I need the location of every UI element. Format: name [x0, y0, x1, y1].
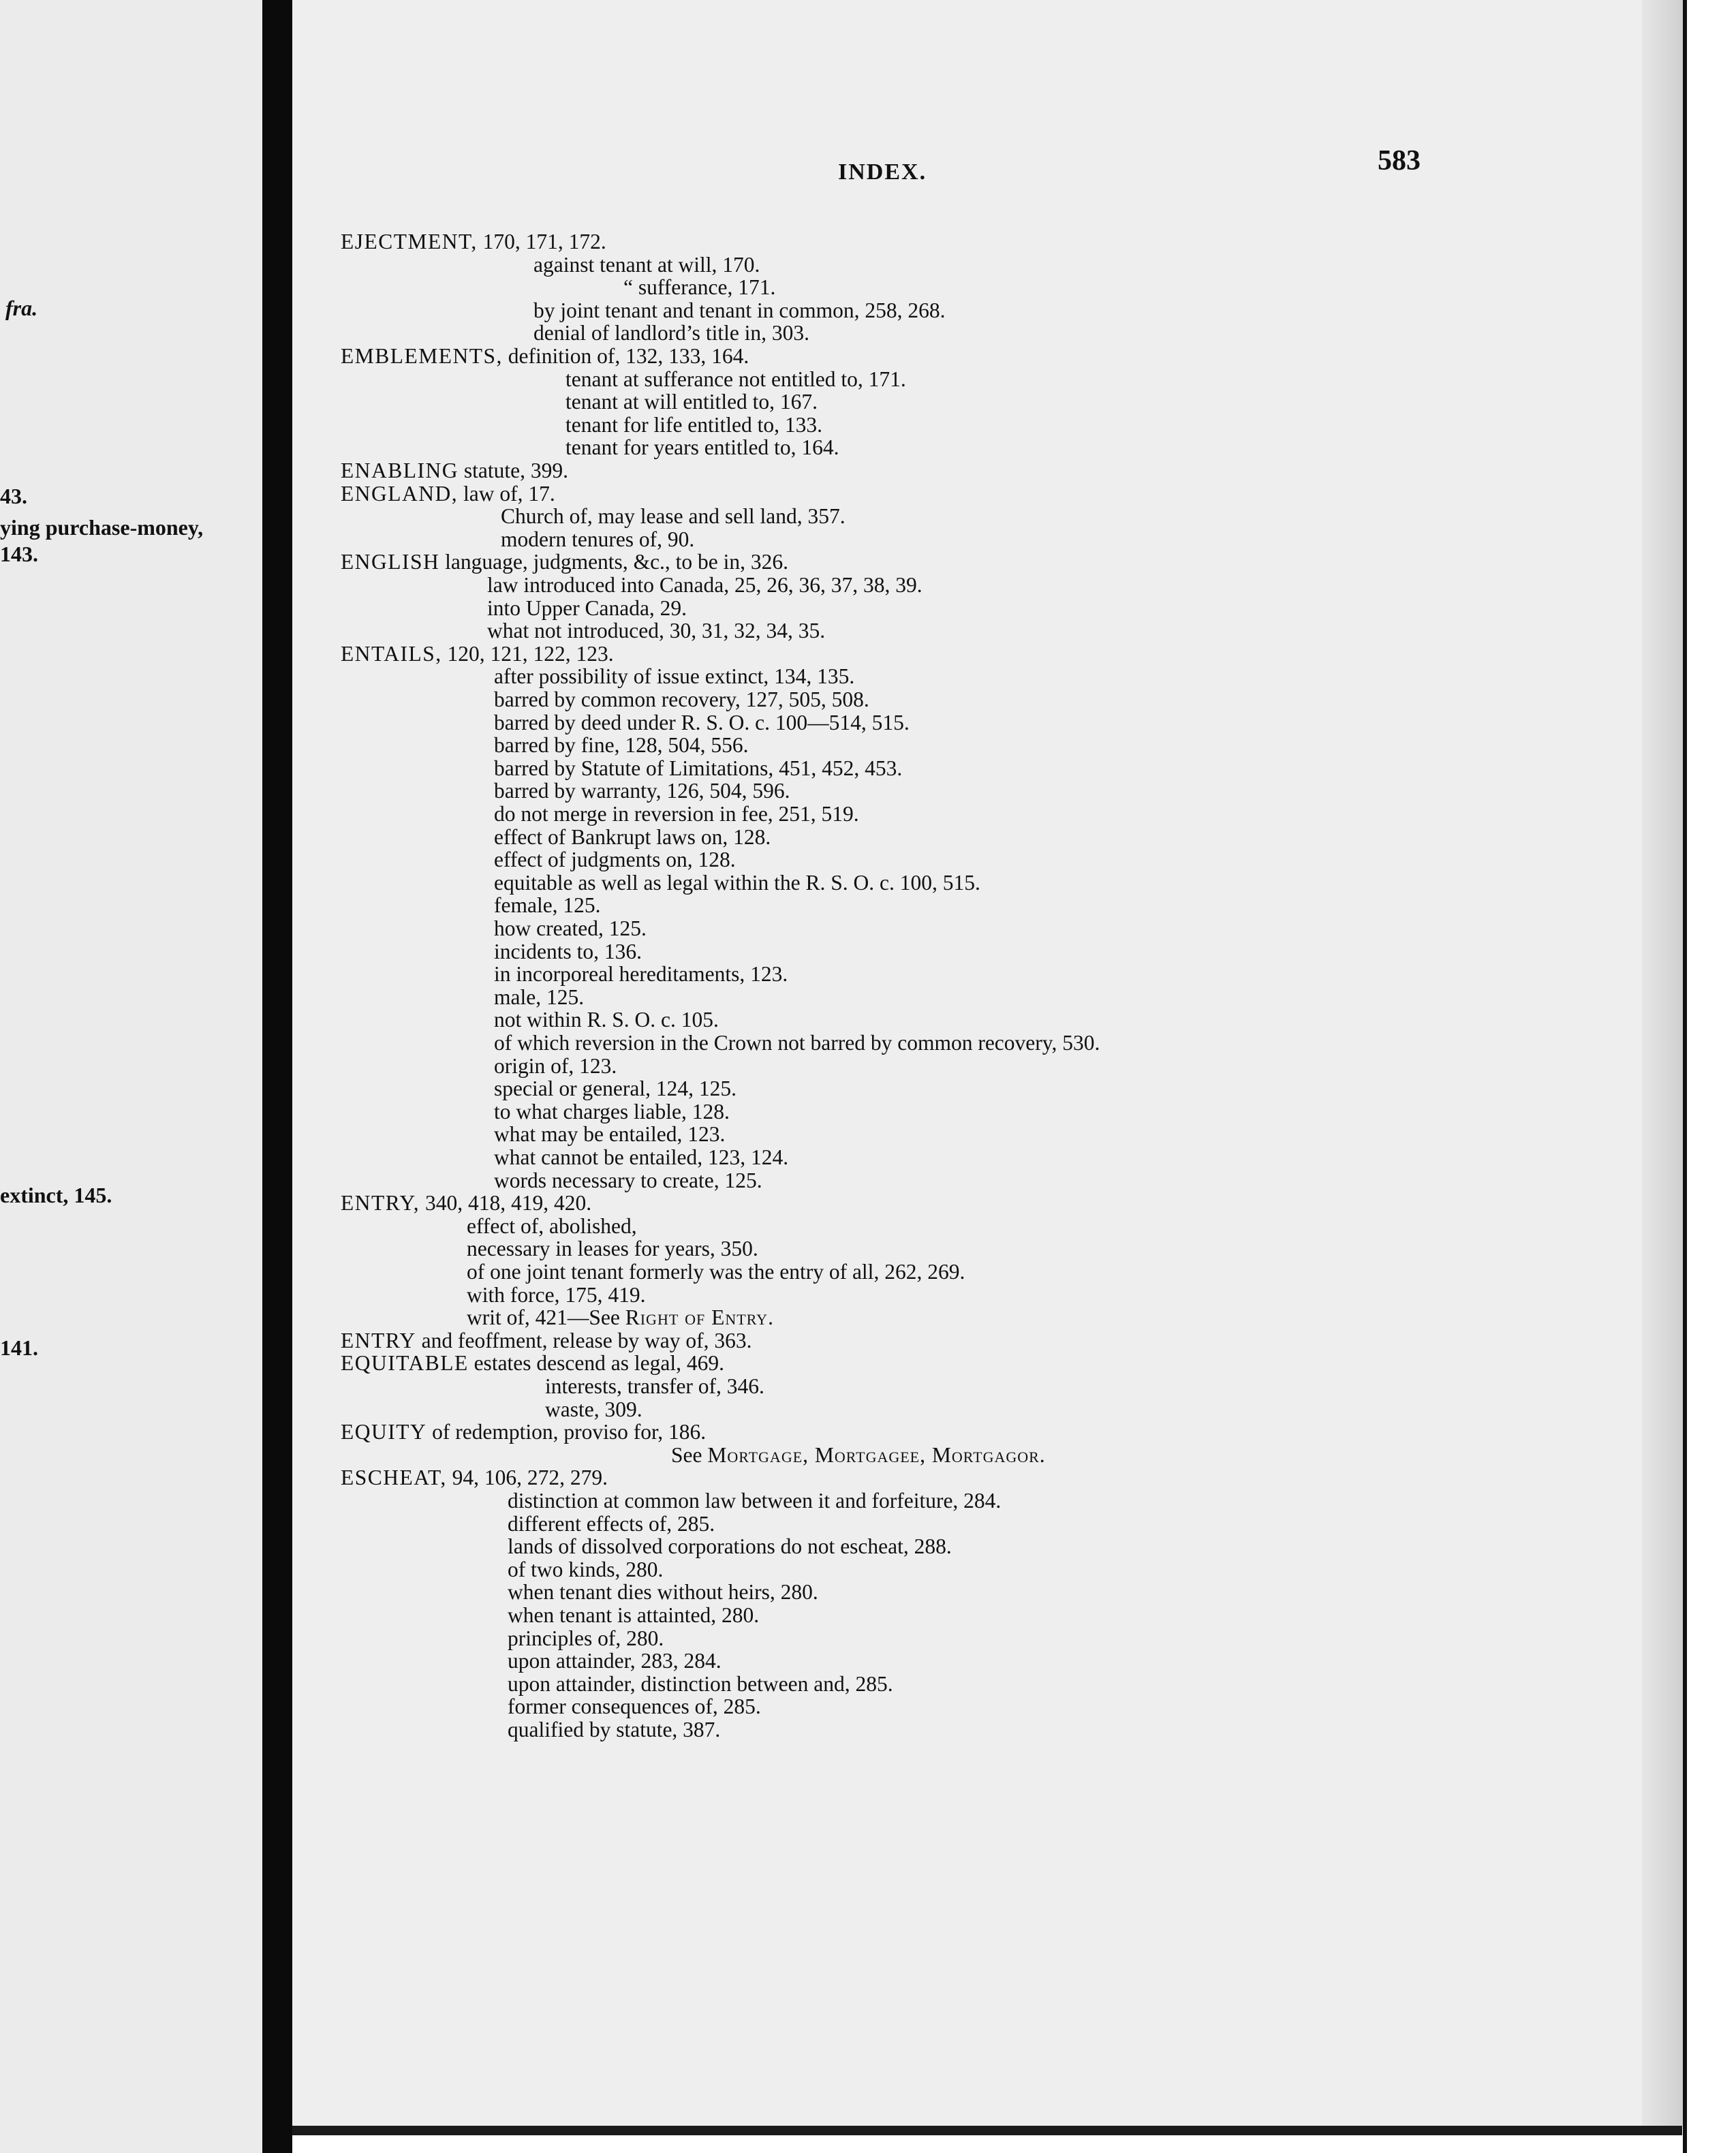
index-entry-text: estates descend as legal, 469. — [468, 1351, 724, 1376]
index-subentry — [545, 1398, 642, 1421]
index-entry-text: words necessary to create, 125. — [494, 1168, 762, 1192]
index-subentry — [494, 963, 788, 986]
index-entry-text: what cannot be entailed, 123, 124. — [494, 1145, 789, 1169]
index-subentry — [508, 1695, 761, 1718]
index-heading-entry — [341, 1466, 608, 1489]
index-heading-term: ENTRY — [341, 1328, 416, 1352]
page-edge-shadow — [1642, 0, 1683, 2126]
index-subentry — [508, 1489, 1001, 1513]
left-fragment: 141. — [0, 1335, 38, 1360]
index-entry-text: statute, 399. — [458, 459, 568, 482]
left-fragment: 43. — [0, 484, 27, 508]
index-entry-text: barred by warranty, 126, 504, 596. — [494, 779, 790, 803]
index-subentry — [565, 436, 839, 459]
index-entry-text: barred by common recovery, 127, 505, 508. — [494, 687, 869, 711]
index-subentry — [494, 711, 910, 734]
index-entry-text: equitable as well as legal within the R. S. O. c. 100, 515. — [494, 870, 980, 895]
index-entry-text: modern tenures of, 90. — [501, 527, 695, 551]
index-heading-term: EQUITABLE — [341, 1351, 469, 1376]
cross-reference: Mortgage, Mortgagee, Mortgagor — [707, 1442, 1040, 1467]
left-fragment: extinct, 145. — [0, 1183, 112, 1207]
index-entry-text: tenant for life entitled to, 133. — [565, 412, 823, 437]
left-fragment: ying purchase-money, — [0, 515, 204, 540]
index-entry-text: of one joint tenant formerly was the entry of all, 262, 269. — [467, 1260, 965, 1284]
index-entry-text: of two kinds, 280. — [508, 1557, 664, 1581]
index-entry-text: 170, 171, 172. — [477, 230, 606, 253]
index-subentry — [494, 826, 771, 849]
index-subentry — [494, 734, 749, 757]
index-subentry — [508, 1718, 720, 1741]
index-heading-entry — [341, 345, 749, 368]
index-subentry — [494, 665, 854, 688]
index-subentry — [533, 299, 946, 322]
index-entry-text: Church of, may lease and sell land, 357. — [501, 504, 846, 529]
index-heading-term: EQUITY — [341, 1420, 427, 1444]
index-entry-text: barred by Statute of Limitations, 451, 452, 453. — [494, 756, 903, 780]
index-subentry — [467, 1237, 758, 1260]
entry-punctuation: . — [1039, 1442, 1045, 1467]
index-entry-text: 94, 106, 272, 279. — [446, 1466, 608, 1490]
index-heading-term: ENTAILS, — [341, 641, 442, 666]
index-entry-text: law of, 17. — [458, 481, 555, 506]
index-heading-entry — [341, 230, 606, 253]
index-subentry — [565, 414, 822, 437]
index-entry-text: language, judgments, &c., to be in, 326. — [439, 550, 789, 574]
index-entry-text: against tenant at will, 170. — [533, 252, 760, 277]
index-subentry — [545, 1375, 764, 1398]
index-entry-text: upon attainder, distinction between and, 285. — [508, 1671, 893, 1696]
index-entry-text: incidents to, 136. — [494, 939, 642, 963]
index-entry-text: not within R. S. O. c. 105. — [494, 1008, 719, 1032]
index-subentry — [501, 505, 846, 528]
index-entry-text: 120, 121, 122, 123. — [441, 641, 614, 666]
index-entry-text: different effects of, 285. — [508, 1511, 715, 1536]
index-subentry — [533, 253, 760, 277]
index-subentry — [671, 1444, 1045, 1467]
index-subentry — [494, 986, 584, 1009]
index-entry-text: origin of, 123. — [494, 1053, 617, 1078]
index-entry-text: lands of dissolved corporations do not escheat, 288. — [508, 1534, 952, 1559]
index-entry-text: tenant at sufferance not entitled to, 171. — [565, 367, 906, 391]
index-subentry — [494, 917, 647, 940]
index-entry-text: effect of judgments on, 128. — [494, 848, 736, 872]
index-subentry — [508, 1673, 893, 1696]
index-subentry — [467, 1284, 645, 1307]
left-fragment: 143. — [0, 542, 38, 566]
index-subentry — [501, 528, 694, 551]
index-subentry — [494, 757, 902, 780]
index-entry-text: effect of, abolished, — [467, 1213, 637, 1238]
index-heading-term: ESCHEAT, — [341, 1466, 447, 1490]
index-entry-text: into Upper Canada, 29. — [487, 595, 687, 620]
index-entry-text: when tenant dies without heirs, 280. — [508, 1580, 818, 1605]
index-subentry — [487, 574, 923, 597]
index-subentry — [467, 1260, 965, 1284]
index-subentry — [494, 871, 980, 895]
index-subentry — [494, 1100, 730, 1124]
index-subentry — [494, 940, 642, 963]
page-number: 583 — [1378, 145, 1421, 176]
index-entry-text: what may be entailed, 123. — [494, 1122, 726, 1147]
index-heading-term: ENGLISH — [341, 550, 440, 574]
index-entry-text: law introduced into Canada, 25, 26, 36, 37, 38, 39. — [487, 573, 923, 597]
index-subentry — [508, 1581, 818, 1604]
index-entry-text: “ sufferance, 171. — [623, 275, 776, 300]
index-subentry — [533, 322, 809, 345]
index-heading-entry — [341, 1421, 706, 1444]
index-entry-text: when tenant is attainted, 280. — [508, 1603, 760, 1627]
index-entry-text: female, 125. — [494, 893, 601, 918]
index-entry-text: after possibility of issue extinct, 134, 135. — [494, 664, 855, 689]
index-subentry — [494, 1008, 719, 1032]
index-subentry — [494, 803, 859, 826]
index-entry-text: male, 125. — [494, 985, 585, 1009]
index-entry-text: See — [671, 1442, 708, 1467]
index-subentry — [508, 1649, 722, 1673]
index-subentry — [508, 1558, 663, 1581]
index-subentry — [467, 1215, 637, 1238]
index-entry-text: special or general, 124, 125. — [494, 1076, 737, 1101]
index-subentry — [494, 779, 790, 803]
left-page — [0, 0, 262, 2153]
index-heading-entry — [341, 482, 555, 506]
index-entry-text: and feoffment, release by way of, 363. — [416, 1328, 752, 1352]
left-fragment: fra. — [5, 296, 38, 320]
index-heading-term: EMBLEMENTS, — [341, 344, 503, 368]
index-heading-term: ENTRY, — [341, 1191, 420, 1215]
page-header-title: INDEX. — [838, 159, 927, 185]
index-entry-text: principles of, 280. — [508, 1626, 664, 1650]
index-entry-text: distinction at common law between it and forfeiture, 284. — [508, 1489, 1002, 1513]
index-entry-text: denial of landlord’s title in, 303. — [533, 321, 810, 345]
index-entry-text: tenant at will entitled to, 167. — [565, 390, 818, 414]
index-entry-text: barred by fine, 128, 504, 556. — [494, 733, 749, 758]
index-subentry — [623, 276, 775, 299]
index-subentry — [565, 390, 818, 414]
index-subentry — [565, 368, 906, 391]
index-subentry — [508, 1604, 759, 1627]
index-subentry — [494, 688, 869, 711]
index-subentry — [494, 894, 601, 917]
index-entry-text: definition of, 132, 133, 164. — [502, 344, 749, 368]
index-entry-text: of redemption, proviso for, 186. — [427, 1420, 707, 1444]
index-heading-entry — [341, 459, 568, 482]
index-entry-text: upon attainder, 283, 284. — [508, 1649, 722, 1673]
index-entry-text: what not introduced, 30, 31, 32, 34, 35. — [487, 619, 826, 643]
index-heading-entry — [341, 551, 788, 574]
index-entry-text: in incorporeal hereditaments, 123. — [494, 962, 788, 987]
index-subentry — [467, 1306, 773, 1329]
index-heading-entry — [341, 1352, 724, 1375]
index-subentry — [494, 1077, 737, 1100]
index-subentry — [487, 619, 825, 642]
index-subentry — [494, 1146, 788, 1169]
index-entry-text: qualified by statute, 387. — [508, 1718, 721, 1741]
index-heading-term: ENABLING — [341, 459, 459, 482]
index-subentry — [494, 1169, 762, 1192]
index-entry-text: of which reversion in the Crown not barred by common recovery, 530. — [494, 1031, 1100, 1055]
index-heading-entry — [341, 642, 614, 666]
index-entry-text: with force, 175, 419. — [467, 1282, 646, 1307]
index-entry-text: effect of Bankrupt laws on, 128. — [494, 824, 771, 849]
outer-margin — [1683, 0, 1736, 2153]
index-heading-entry — [341, 1192, 591, 1215]
index-entry-text: how created, 125. — [494, 916, 647, 940]
index-entry-text: former consequences of, 285. — [508, 1694, 761, 1719]
index-subentry — [494, 848, 736, 871]
index-entry-text: tenant for years entitled to, 164. — [565, 435, 839, 460]
index-entry-text: waste, 309. — [545, 1397, 642, 1421]
index-subentry — [508, 1513, 715, 1536]
index-entry-text: to what charges liable, 128. — [494, 1099, 730, 1124]
index-subentry — [487, 597, 687, 620]
index-heading-entry — [341, 1329, 752, 1352]
entry-punctuation: . — [768, 1305, 773, 1330]
index-subentry — [508, 1535, 952, 1558]
book-gutter — [262, 0, 292, 2153]
index-entry-text: by joint tenant and tenant in common, 258, 268. — [533, 298, 946, 322]
index-entry-text: necessary in leases for years, 350. — [467, 1237, 758, 1261]
index-subentry — [494, 1055, 617, 1078]
index-entry-text: interests, transfer of, 346. — [545, 1374, 764, 1398]
index-heading-term: ENGLAND, — [341, 481, 459, 506]
index-entry-text: barred by deed under R. S. O. c. 100—514, 515. — [494, 710, 910, 734]
cross-reference: Right of Entry — [625, 1305, 769, 1330]
index-subentry — [508, 1627, 664, 1650]
index-entry-text: 340, 418, 419, 420. — [420, 1191, 592, 1215]
index-entry-text: do not merge in reversion in fee, 251, 519. — [494, 802, 859, 826]
index-subentry — [494, 1123, 725, 1146]
index-heading-term: EJECTMENT, — [341, 230, 478, 253]
index-subentry — [494, 1032, 1100, 1055]
index-entry-text: writ of, 421—See — [467, 1305, 625, 1330]
